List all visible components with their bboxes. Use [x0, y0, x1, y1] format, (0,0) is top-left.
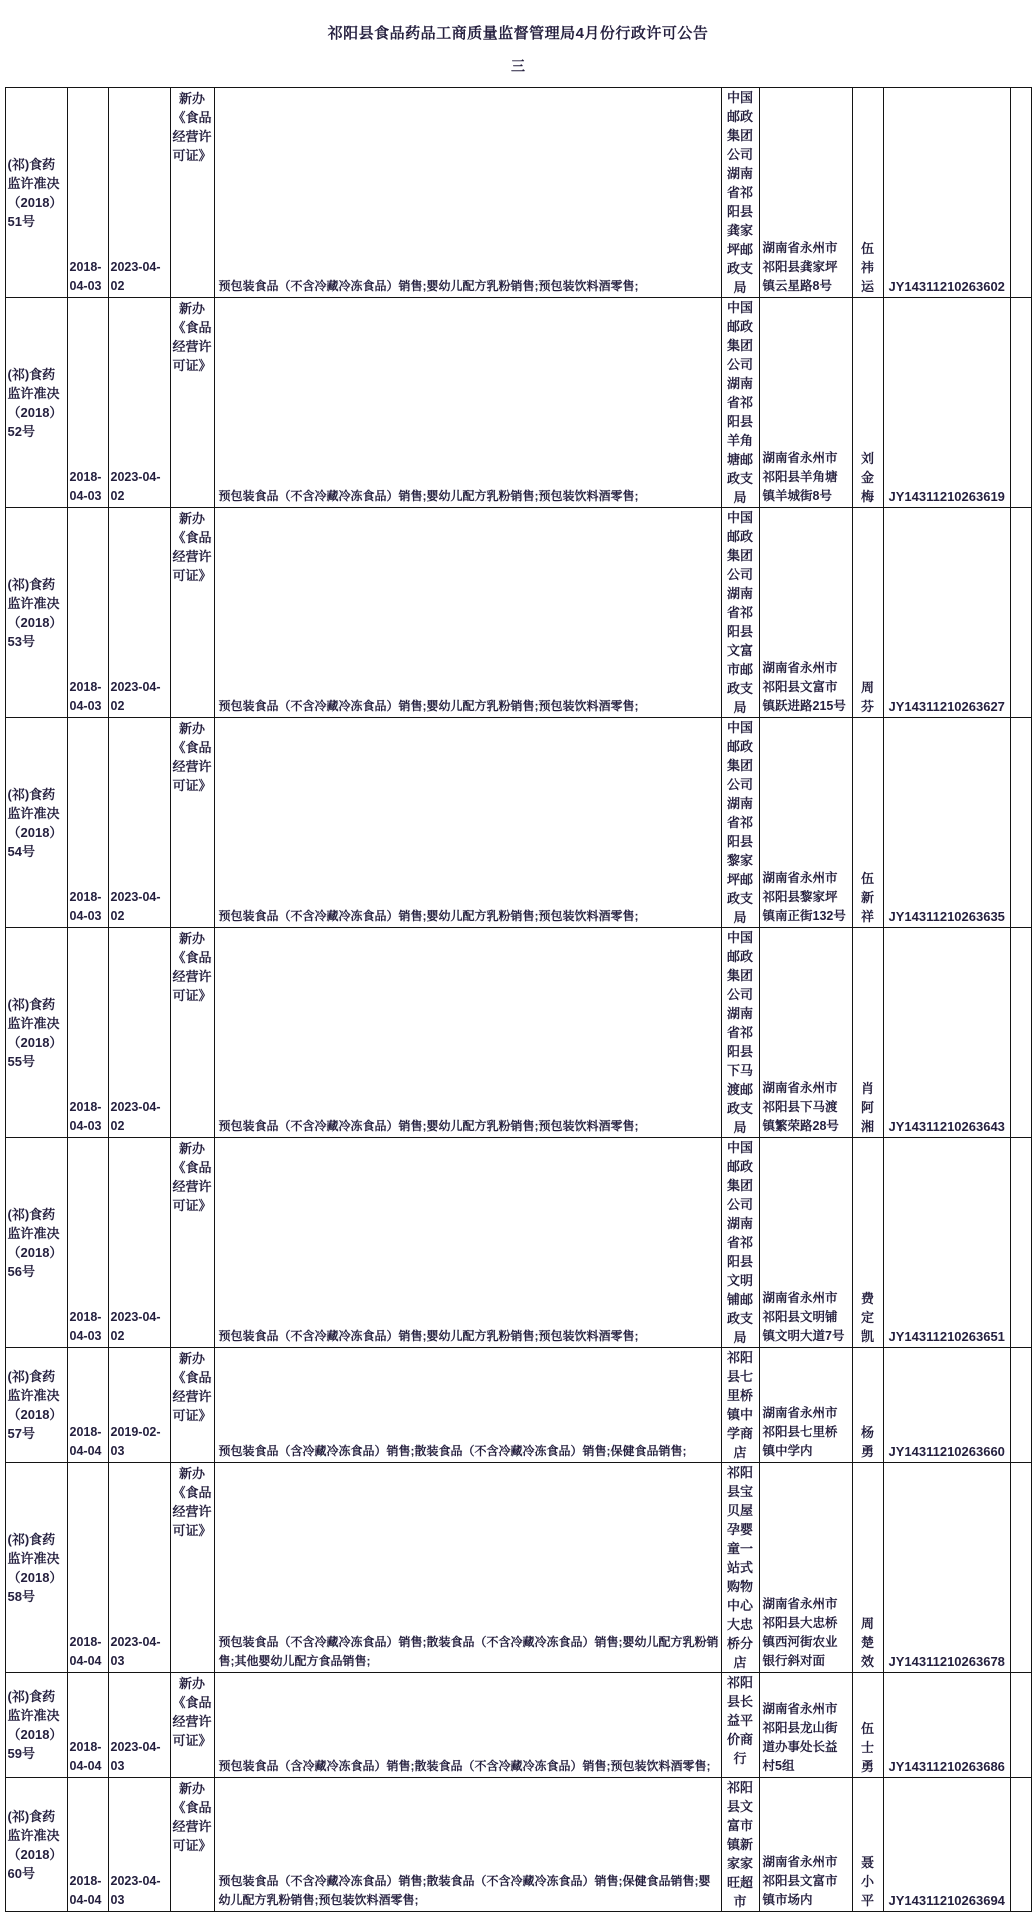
permit-date-cell: 2018-04-03: [67, 928, 108, 1138]
permit-type-cell: 新办《食品经营许可证》: [170, 508, 214, 718]
address-cell: 湖南省永州市祁阳县龚家坪镇云星路8号: [759, 88, 852, 298]
permit-type-cell: 新办《食品经营许可证》: [170, 88, 214, 298]
license-number-cell: JY14311210263627: [883, 508, 1010, 718]
empty-cell: [1010, 928, 1031, 1138]
company-name-cell: 中国邮政集团公司湖南省祁阳县羊角塘邮政支局: [721, 298, 759, 508]
permit-date-cell: 2018-04-04: [67, 1463, 108, 1673]
company-name-cell: 祁阳县宝贝屋孕婴童一站式购物中心大忠桥分店: [721, 1463, 759, 1673]
permit-date-cell: 2018-04-04: [67, 1348, 108, 1463]
decision-number-cell: (祁)食药监许准决（2018）57号: [5, 1348, 67, 1463]
decision-number-cell: (祁)食药监许准决（2018）54号: [5, 718, 67, 928]
license-number-cell: JY14311210263686: [883, 1673, 1010, 1778]
valid-until-cell: 2023-04-03: [108, 1673, 170, 1778]
person-name-cell: 伍新祥: [852, 718, 883, 928]
valid-until-cell: 2023-04-02: [108, 928, 170, 1138]
license-number-cell: JY14311210263694: [883, 1778, 1010, 1912]
address-cell: 湖南省永州市祁阳县大忠桥镇西河街农业银行斜对面: [759, 1463, 852, 1673]
business-scope-cell: 预包装食品（含冷藏冷冻食品）销售;散装食品（不含冷藏冷冻食品）销售;保健食品销售;: [214, 1348, 721, 1463]
permit-date-cell: 2018-04-04: [67, 1778, 108, 1912]
business-scope-cell: 预包装食品（不含冷藏冷冻食品）销售;婴幼儿配方乳粉销售;预包装饮料酒零售;: [214, 928, 721, 1138]
permit-type-cell: 新办《食品经营许可证》: [170, 298, 214, 508]
company-name-cell: 中国邮政集团公司湖南省祁阳县文明铺邮政支局: [721, 1138, 759, 1348]
empty-cell: [1010, 298, 1031, 508]
address-cell: 湖南省永州市祁阳县文富市镇跃进路215号: [759, 508, 852, 718]
company-name-cell: 祁阳县长益平价商行: [721, 1673, 759, 1778]
table-row: [5, 1138, 1031, 1348]
table-row: [5, 928, 1031, 1138]
empty-cell: [1010, 508, 1031, 718]
business-scope-cell: 预包装食品（不含冷藏冷冻食品）销售;婴幼儿配方乳粉销售;预包装饮料酒零售;: [214, 298, 721, 508]
license-number-cell: JY14311210263619: [883, 298, 1010, 508]
empty-cell: [1010, 88, 1031, 298]
valid-until-cell: 2019-02-03: [108, 1348, 170, 1463]
person-name-cell: 肖阿湘: [852, 928, 883, 1138]
business-scope-cell: 预包装食品（不含冷藏冷冻食品）销售;婴幼儿配方乳粉销售;预包装饮料酒零售;: [214, 1138, 721, 1348]
person-name-cell: 聂小平: [852, 1778, 883, 1912]
empty-cell: [1010, 1778, 1031, 1912]
permit-date-cell: 2018-04-03: [67, 1138, 108, 1348]
permit-date-cell: 2018-04-03: [67, 718, 108, 928]
table-row: [5, 298, 1031, 508]
valid-until-cell: 2023-04-03: [108, 1463, 170, 1673]
table-row: [5, 1348, 1031, 1463]
page-title: 祁阳县食品药品工商质量监督管理局4月份行政许可公告: [327, 25, 709, 42]
business-scope-cell: 预包装食品（不含冷藏冷冻食品）销售;婴幼儿配方乳粉销售;预包装饮料酒零售;: [214, 88, 721, 298]
license-table: [5, 87, 1032, 1912]
person-name-cell: 杨勇: [852, 1348, 883, 1463]
person-name-cell: 费定凯: [852, 1138, 883, 1348]
valid-until-cell: 2023-04-02: [108, 88, 170, 298]
permit-type-cell: 新办《食品经营许可证》: [170, 928, 214, 1138]
address-cell: 湖南省永州市祁阳县七里桥镇中学内: [759, 1348, 852, 1463]
company-name-cell: 中国邮政集团公司湖南省祁阳县下马渡邮政支局: [721, 928, 759, 1138]
business-scope-cell: 预包装食品（不含冷藏冷冻食品）销售;散装食品（不含冷藏冷冻食品）销售;保健食品销售;婴幼儿配方乳粉销售;预包装饮料酒零售;: [214, 1778, 721, 1912]
company-name-cell: 祁阳县文富市镇新家家旺超市: [721, 1778, 759, 1912]
address-cell: 湖南省永州市祁阳县文富市镇市场内: [759, 1778, 852, 1912]
address-cell: 湖南省永州市祁阳县文明铺镇文明大道7号: [759, 1138, 852, 1348]
address-cell: 湖南省永州市祁阳县龙山街道办事处长益村5组: [759, 1673, 852, 1778]
table-row: [5, 508, 1031, 718]
permit-type-cell: 新办《食品经营许可证》: [170, 1778, 214, 1912]
empty-cell: [1010, 1348, 1031, 1463]
table-row: [5, 88, 1031, 298]
business-scope-cell: 预包装食品（不含冷藏冷冻食品）销售;婴幼儿配方乳粉销售;预包装饮料酒零售;: [214, 508, 721, 718]
permit-date-cell: 2018-04-03: [67, 298, 108, 508]
empty-cell: [1010, 1463, 1031, 1673]
decision-number-cell: (祁)食药监许准决（2018）60号: [5, 1778, 67, 1912]
company-name-cell: 中国邮政集团公司湖南省祁阳县文富市邮政支局: [721, 508, 759, 718]
person-name-cell: 周楚效: [852, 1463, 883, 1673]
license-number-cell: JY14311210263651: [883, 1138, 1010, 1348]
permit-type-cell: 新办《食品经营许可证》: [170, 1463, 214, 1673]
valid-until-cell: 2023-04-02: [108, 508, 170, 718]
company-name-cell: 祁阳县七里桥镇中学商店: [721, 1348, 759, 1463]
table-row: [5, 718, 1031, 928]
company-name-cell: 中国邮政集团公司湖南省祁阳县黎家坪邮政支局: [721, 718, 759, 928]
license-number-cell: JY14311210263643: [883, 928, 1010, 1138]
permit-type-cell: 新办《食品经营许可证》: [170, 1673, 214, 1778]
decision-number-cell: (祁)食药监许准决（2018）59号: [5, 1673, 67, 1778]
license-number-cell: JY14311210263635: [883, 718, 1010, 928]
address-cell: 湖南省永州市祁阳县黎家坪镇南正街132号: [759, 718, 852, 928]
permit-type-cell: 新办《食品经营许可证》: [170, 718, 214, 928]
person-name-cell: 伍祎运: [852, 88, 883, 298]
permit-date-cell: 2018-04-04: [67, 1673, 108, 1778]
permit-date-cell: 2018-04-03: [67, 88, 108, 298]
decision-number-cell: (祁)食药监许准决（2018）55号: [5, 928, 67, 1138]
license-table-body: [5, 88, 1031, 1912]
permit-type-cell: 新办《食品经营许可证》: [170, 1348, 214, 1463]
decision-number-cell: (祁)食药监许准决（2018）53号: [5, 508, 67, 718]
decision-number-cell: (祁)食药监许准决（2018）52号: [5, 298, 67, 508]
page-section-marker: 三: [511, 58, 525, 74]
business-scope-cell: 预包装食品（不含冷藏冷冻食品）销售;散装食品（不含冷藏冷冻食品）销售;婴幼儿配方乳粉销售;其他婴幼儿配方食品销售;: [214, 1463, 721, 1673]
decision-number-cell: (祁)食药监许准决（2018）51号: [5, 88, 67, 298]
address-cell: 湖南省永州市祁阳县下马渡镇繁荣路28号: [759, 928, 852, 1138]
table-row: [5, 1673, 1031, 1778]
business-scope-cell: 预包装食品（不含冷藏冷冻食品）销售;婴幼儿配方乳粉销售;预包装饮料酒零售;: [214, 718, 721, 928]
decision-number-cell: (祁)食药监许准决（2018）56号: [5, 1138, 67, 1348]
empty-cell: [1010, 1673, 1031, 1778]
permit-type-cell: 新办《食品经营许可证》: [170, 1138, 214, 1348]
empty-cell: [1010, 718, 1031, 928]
table-row: [5, 1778, 1031, 1912]
address-cell: 湖南省永州市祁阳县羊角塘镇羊城街8号: [759, 298, 852, 508]
license-number-cell: JY14311210263678: [883, 1463, 1010, 1673]
valid-until-cell: 2023-04-02: [108, 718, 170, 928]
valid-until-cell: 2023-04-02: [108, 1138, 170, 1348]
valid-until-cell: 2023-04-03: [108, 1778, 170, 1912]
valid-until-cell: 2023-04-02: [108, 298, 170, 508]
decision-number-cell: (祁)食药监许准决（2018）58号: [5, 1463, 67, 1673]
person-name-cell: 伍士勇: [852, 1673, 883, 1778]
table-row: [5, 1463, 1031, 1673]
company-name-cell: 中国邮政集团公司湖南省祁阳县龚家坪邮政支局: [721, 88, 759, 298]
empty-cell: [1010, 1138, 1031, 1348]
permit-date-cell: 2018-04-03: [67, 508, 108, 718]
business-scope-cell: 预包装食品（含冷藏冷冻食品）销售;散装食品（不含冷藏冷冻食品）销售;预包装饮料酒零售;: [214, 1673, 721, 1778]
license-number-cell: JY14311210263602: [883, 88, 1010, 298]
person-name-cell: 刘金梅: [852, 298, 883, 508]
person-name-cell: 周芬: [852, 508, 883, 718]
license-number-cell: JY14311210263660: [883, 1348, 1010, 1463]
